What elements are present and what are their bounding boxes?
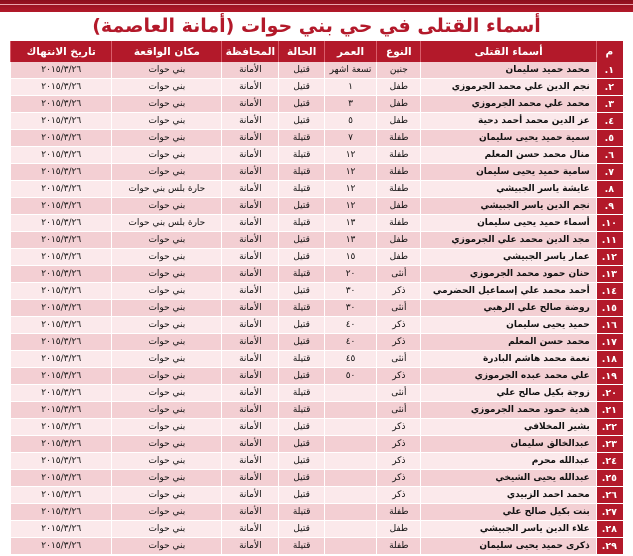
victim-status: قتيل xyxy=(279,521,324,538)
victim-name: محمد حميد سليمان xyxy=(421,62,596,79)
table-row xyxy=(11,130,623,147)
victim-type: أنثى xyxy=(377,402,421,419)
violation-date: ٢٠١٥/٣/٢٦ xyxy=(11,300,112,317)
victim-governorate: الأمانة xyxy=(222,215,279,232)
victim-type: طفلة xyxy=(377,147,421,164)
victim-age xyxy=(324,504,376,521)
victim-type: أنثى xyxy=(377,385,421,402)
victim-name: عبدالله يحيى الشيخي xyxy=(421,470,596,487)
victim-type: ذكر xyxy=(377,453,421,470)
victim-age xyxy=(324,436,376,453)
victim-name: زوجة بكيل صالح علي xyxy=(421,385,596,402)
table-row xyxy=(11,521,623,538)
victim-name: سمية حميد يحيى سليمان xyxy=(421,130,596,147)
violation-date: ٢٠١٥/٣/٢٦ xyxy=(11,79,112,96)
incident-place: بني حوات xyxy=(112,113,222,130)
table-row xyxy=(11,113,623,130)
victim-name: هدية حمود محمد الجرموزي xyxy=(421,402,596,419)
victim-type: طفل xyxy=(377,249,421,266)
victim-governorate: الأمانة xyxy=(222,317,279,334)
incident-place: بني حوات xyxy=(112,334,222,351)
victim-name: نعمة محمد هاشم البادرة xyxy=(421,351,596,368)
victim-type: ذكر xyxy=(377,317,421,334)
row-number: ٢٦. xyxy=(596,487,622,504)
row-number: ٦. xyxy=(596,147,622,164)
victim-governorate: الأمانة xyxy=(222,487,279,504)
victim-status: قتيلة xyxy=(279,215,324,232)
victim-status: قتيل xyxy=(279,198,324,215)
victim-status: قتيل xyxy=(279,62,324,79)
victim-name: أحمد محمد علي إسماعيل الحضرمي xyxy=(421,283,596,300)
table-row xyxy=(11,385,623,402)
violation-date: ٢٠١٥/٣/٢٦ xyxy=(11,96,112,113)
victim-age: ٥ xyxy=(324,113,376,130)
violation-date: ٢٠١٥/٣/٢٦ xyxy=(11,317,112,334)
header-place: مكان الواقعة xyxy=(112,42,222,63)
victim-name: عبدالله محرم xyxy=(421,453,596,470)
victim-governorate: الأمانة xyxy=(222,198,279,215)
victim-name: بنت بكيل صالح علي xyxy=(421,504,596,521)
incident-place: بني حوات xyxy=(112,402,222,419)
incident-place: بني حوات xyxy=(112,96,222,113)
table-row xyxy=(11,96,623,113)
row-number: ٢٥. xyxy=(596,470,622,487)
victim-governorate: الأمانة xyxy=(222,419,279,436)
victim-age: ١٣ xyxy=(324,232,376,249)
victim-age xyxy=(324,470,376,487)
violation-date: ٢٠١٥/٣/٢٦ xyxy=(11,266,112,283)
table-row xyxy=(11,487,623,504)
victim-age: ١٢ xyxy=(324,147,376,164)
row-number: ٧. xyxy=(596,164,622,181)
row-number: ٢٣. xyxy=(596,436,622,453)
victim-governorate: الأمانة xyxy=(222,538,279,555)
row-number: ٣. xyxy=(596,96,622,113)
victim-type: طفلة xyxy=(377,504,421,521)
row-number: ٢٩. xyxy=(596,538,622,555)
table-row xyxy=(11,402,623,419)
victim-age xyxy=(324,538,376,555)
victim-name: روضة صالح علي الرهبي xyxy=(421,300,596,317)
violation-date: ٢٠١٥/٣/٢٦ xyxy=(11,215,112,232)
victim-type: طفل xyxy=(377,521,421,538)
violation-date: ٢٠١٥/٣/٢٦ xyxy=(11,470,112,487)
victim-age xyxy=(324,521,376,538)
victim-governorate: الأمانة xyxy=(222,351,279,368)
victim-status: قتيلة xyxy=(279,385,324,402)
victim-age: ٥٠ xyxy=(324,368,376,385)
incident-place: بني حوات xyxy=(112,419,222,436)
row-number: ٩. xyxy=(596,198,622,215)
victim-name: بشير المخلافي xyxy=(421,419,596,436)
victim-age xyxy=(324,385,376,402)
violation-date: ٢٠١٥/٣/٢٦ xyxy=(11,368,112,385)
table-row xyxy=(11,453,623,470)
victim-name: محمد حسن المعلم xyxy=(421,334,596,351)
victim-type: طفلة xyxy=(377,538,421,555)
victim-age: ٣ xyxy=(324,96,376,113)
victim-type: أنثى xyxy=(377,266,421,283)
table-row xyxy=(11,283,623,300)
incident-place: بني حوات xyxy=(112,453,222,470)
victim-age xyxy=(324,487,376,504)
row-number: ١٣. xyxy=(596,266,622,283)
row-number: ١٤. xyxy=(596,283,622,300)
violation-date: ٢٠١٥/٣/٢٦ xyxy=(11,283,112,300)
row-number: ٢٨. xyxy=(596,521,622,538)
row-number: ١. xyxy=(596,62,622,79)
victim-type: طفلة xyxy=(377,215,421,232)
violation-date: ٢٠١٥/٣/٢٦ xyxy=(11,453,112,470)
row-number: ٢٧. xyxy=(596,504,622,521)
victim-age: ١٢ xyxy=(324,181,376,198)
victim-age xyxy=(324,453,376,470)
row-number: ١٢. xyxy=(596,249,622,266)
victim-type: طفل xyxy=(377,113,421,130)
header-age: العمر xyxy=(324,42,376,63)
victim-governorate: الأمانة xyxy=(222,521,279,538)
violation-date: ٢٠١٥/٣/٢٦ xyxy=(11,164,112,181)
incident-place: بني حوات xyxy=(112,249,222,266)
header-name: أسماء القتلى xyxy=(421,42,596,63)
victim-name: محمد علي محمد الجرموزي xyxy=(421,96,596,113)
victim-status: قتيلة xyxy=(279,538,324,555)
victim-age: ١٢ xyxy=(324,164,376,181)
violation-date: ٢٠١٥/٣/٢٦ xyxy=(11,113,112,130)
victim-type: ذكر xyxy=(377,368,421,385)
victim-name: نجم الدين علي محمد الجرموزي xyxy=(421,79,596,96)
violation-date: ٢٠١٥/٣/٢٦ xyxy=(11,351,112,368)
victim-type: ذكر xyxy=(377,283,421,300)
violation-date: ٢٠١٥/٣/٢٦ xyxy=(11,538,112,555)
victim-type: طفل xyxy=(377,198,421,215)
victim-age xyxy=(324,402,376,419)
victim-governorate: الأمانة xyxy=(222,504,279,521)
incident-place: بني حوات xyxy=(112,147,222,164)
table-row xyxy=(11,62,623,79)
victim-governorate: الأمانة xyxy=(222,470,279,487)
victim-type: ذكر xyxy=(377,334,421,351)
victim-type: ذكر xyxy=(377,436,421,453)
victim-governorate: الأمانة xyxy=(222,232,279,249)
victim-status: قتيلة xyxy=(279,266,324,283)
table-row xyxy=(11,198,623,215)
row-number: ٤. xyxy=(596,113,622,130)
victim-governorate: الأمانة xyxy=(222,113,279,130)
header-gov: المحافظة xyxy=(222,42,279,63)
victim-type: ذكر xyxy=(377,470,421,487)
victim-status: قتيل xyxy=(279,368,324,385)
incident-place: بني حوات xyxy=(112,385,222,402)
victim-age: ٤٠ xyxy=(324,334,376,351)
victim-age: ٤٠ xyxy=(324,317,376,334)
victim-status: قتيل xyxy=(279,334,324,351)
row-number: ٢. xyxy=(596,79,622,96)
victim-type: طفل xyxy=(377,79,421,96)
victim-status: قتيلة xyxy=(279,164,324,181)
victim-status: قتيل xyxy=(279,470,324,487)
victims-sheet xyxy=(10,41,623,556)
victim-governorate: الأمانة xyxy=(222,283,279,300)
table-row xyxy=(11,470,623,487)
table-row xyxy=(11,300,623,317)
violation-date: ٢٠١٥/٣/٢٦ xyxy=(11,419,112,436)
victim-name: حميد يحيى سليمان xyxy=(421,317,596,334)
row-number: ٢٠. xyxy=(596,385,622,402)
victim-name: عز الدين محمد أحمد دحية xyxy=(421,113,596,130)
victim-name: عايشة ياسر الجبيشي xyxy=(421,181,596,198)
violation-date: ٢٠١٥/٣/٢٦ xyxy=(11,504,112,521)
incident-place: حارة بلس بني حوات xyxy=(112,215,222,232)
victim-age: ١٥ xyxy=(324,249,376,266)
victim-type: ذكر xyxy=(377,419,421,436)
table-row xyxy=(11,334,623,351)
row-number: ٢٢. xyxy=(596,419,622,436)
incident-place: بني حوات xyxy=(112,79,222,96)
victim-governorate: الأمانة xyxy=(222,453,279,470)
row-number: ١١. xyxy=(596,232,622,249)
row-number: ٨. xyxy=(596,181,622,198)
victim-governorate: الأمانة xyxy=(222,62,279,79)
table-row xyxy=(11,538,623,555)
incident-place: بني حوات xyxy=(112,351,222,368)
page-title: أسماء القتلى في حي بني حوات (أمانة العاصمة) xyxy=(92,15,541,37)
victim-governorate: الأمانة xyxy=(222,436,279,453)
victim-governorate: الأمانة xyxy=(222,368,279,385)
victim-governorate: الأمانة xyxy=(222,266,279,283)
incident-place: بني حوات xyxy=(112,198,222,215)
table-body xyxy=(11,62,623,555)
victim-age: ٢٠ xyxy=(324,266,376,283)
violation-date: ٢٠١٥/٣/٢٦ xyxy=(11,521,112,538)
victim-age: ٣٠ xyxy=(324,283,376,300)
victim-name: ذكرى حميد يحيى سليمان xyxy=(421,538,596,555)
table-row xyxy=(11,368,623,385)
victim-name: محمد احمد الزبيدي xyxy=(421,487,596,504)
victim-name: مجد الدين محمد علي الجرموزي xyxy=(421,232,596,249)
victim-status: قتيل xyxy=(279,283,324,300)
incident-place: بني حوات xyxy=(112,317,222,334)
victim-age xyxy=(324,419,376,436)
victim-status: قتيل xyxy=(279,453,324,470)
incident-place: بني حوات xyxy=(112,487,222,504)
victim-type: طفلة xyxy=(377,130,421,147)
table-row xyxy=(11,504,623,521)
victim-status: قتيل xyxy=(279,436,324,453)
table-row xyxy=(11,436,623,453)
row-number: ١٧. xyxy=(596,334,622,351)
victim-age: ٣٠ xyxy=(324,300,376,317)
row-number: ٢٤. xyxy=(596,453,622,470)
top-banner xyxy=(0,0,633,12)
violation-date: ٢٠١٥/٣/٢٦ xyxy=(11,436,112,453)
victim-governorate: الأمانة xyxy=(222,164,279,181)
violation-date: ٢٠١٥/٣/٢٦ xyxy=(11,130,112,147)
victim-age: ١ xyxy=(324,79,376,96)
victim-governorate: الأمانة xyxy=(222,96,279,113)
incident-place: حارة بلس بني حوات xyxy=(112,181,222,198)
table-row xyxy=(11,79,623,96)
victim-status: قتيل xyxy=(279,317,324,334)
violation-date: ٢٠١٥/٣/٢٦ xyxy=(11,232,112,249)
violation-date: ٢٠١٥/٣/٢٦ xyxy=(11,402,112,419)
victim-status: قتيل xyxy=(279,79,324,96)
victim-type: طفلة xyxy=(377,181,421,198)
victim-governorate: الأمانة xyxy=(222,249,279,266)
row-number: ١٠. xyxy=(596,215,622,232)
victim-governorate: الأمانة xyxy=(222,300,279,317)
victim-governorate: الأمانة xyxy=(222,181,279,198)
header-date: تاريخ الانتهاك xyxy=(11,42,112,63)
victim-age: ٤٥ xyxy=(324,351,376,368)
victim-age: ١٢ xyxy=(324,198,376,215)
violation-date: ٢٠١٥/٣/٢٦ xyxy=(11,249,112,266)
victim-type: طفلة xyxy=(377,164,421,181)
violation-date: ٢٠١٥/٣/٢٦ xyxy=(11,487,112,504)
victim-type: طفل xyxy=(377,96,421,113)
table-row xyxy=(11,164,623,181)
incident-place: بني حوات xyxy=(112,283,222,300)
victim-status: قتيل xyxy=(279,487,324,504)
victim-governorate: الأمانة xyxy=(222,402,279,419)
table-row xyxy=(11,266,623,283)
victim-status: قتيلة xyxy=(279,402,324,419)
victim-status: قتيل xyxy=(279,419,324,436)
incident-place: بني حوات xyxy=(112,504,222,521)
row-number: ٢١. xyxy=(596,402,622,419)
incident-place: بني حوات xyxy=(112,62,222,79)
incident-place: بني حوات xyxy=(112,232,222,249)
victim-status: قتيل xyxy=(279,96,324,113)
table-header-row xyxy=(11,42,623,63)
row-number: ١٥. xyxy=(596,300,622,317)
victim-status: قتيلة xyxy=(279,147,324,164)
victim-status: قتيلة xyxy=(279,351,324,368)
victim-type: جنين xyxy=(377,62,421,79)
incident-place: بني حوات xyxy=(112,164,222,181)
violation-date: ٢٠١٥/٣/٢٦ xyxy=(11,334,112,351)
row-number: ١٨. xyxy=(596,351,622,368)
header-type: النوع xyxy=(377,42,421,63)
banner-stripe xyxy=(0,4,633,5)
victim-name: سامية حميد يحيى سليمان xyxy=(421,164,596,181)
victim-name: علي محمد عبده الجرموزي xyxy=(421,368,596,385)
incident-place: بني حوات xyxy=(112,470,222,487)
violation-date: ٢٠١٥/٣/٢٦ xyxy=(11,198,112,215)
victim-name: أسماء حميد يحيى سليمان xyxy=(421,215,596,232)
victim-name: علاء الدين ياسر الجبيشي xyxy=(421,521,596,538)
table-row xyxy=(11,351,623,368)
victim-age: ١٣ xyxy=(324,215,376,232)
row-number: ١٦. xyxy=(596,317,622,334)
victim-type: أنثى xyxy=(377,351,421,368)
table-row xyxy=(11,249,623,266)
header-status: الحالة xyxy=(279,42,324,63)
incident-place: بني حوات xyxy=(112,300,222,317)
violation-date: ٢٠١٥/٣/٢٦ xyxy=(11,62,112,79)
row-number: ٥. xyxy=(596,130,622,147)
table-row xyxy=(11,215,623,232)
row-number: ١٩. xyxy=(596,368,622,385)
victim-type: طفل xyxy=(377,232,421,249)
header-num: م xyxy=(596,42,622,63)
incident-place: بني حوات xyxy=(112,266,222,283)
victim-type: أنثى xyxy=(377,300,421,317)
victims-table xyxy=(10,41,623,555)
victim-status: قتيلة xyxy=(279,181,324,198)
victim-status: قتيل xyxy=(279,249,324,266)
incident-place: بني حوات xyxy=(112,130,222,147)
victim-age: ٧ xyxy=(324,130,376,147)
table-row xyxy=(11,181,623,198)
victim-governorate: الأمانة xyxy=(222,79,279,96)
victim-name: حنان حمود محمد الجرموزي xyxy=(421,266,596,283)
table-row xyxy=(11,317,623,334)
victim-name: عمار ياسر الجبيشي xyxy=(421,249,596,266)
victim-name: منال محمد حسن المعلم xyxy=(421,147,596,164)
victim-governorate: الأمانة xyxy=(222,334,279,351)
victim-name: عبدالخالق سليمان xyxy=(421,436,596,453)
incident-place: بني حوات xyxy=(112,436,222,453)
victim-governorate: الأمانة xyxy=(222,385,279,402)
victim-name: نجم الدين ياسر الجبيشي xyxy=(421,198,596,215)
violation-date: ٢٠١٥/٣/٢٦ xyxy=(11,181,112,198)
victim-status: قتيلة xyxy=(279,300,324,317)
table-row xyxy=(11,147,623,164)
victim-governorate: الأمانة xyxy=(222,147,279,164)
victim-status: قتيل xyxy=(279,113,324,130)
violation-date: ٢٠١٥/٣/٢٦ xyxy=(11,147,112,164)
victim-governorate: الأمانة xyxy=(222,130,279,147)
table-row xyxy=(11,419,623,436)
incident-place: بني حوات xyxy=(112,368,222,385)
incident-place: بني حوات xyxy=(112,538,222,555)
victim-status: قتيلة xyxy=(279,130,324,147)
victim-type: ذكر xyxy=(377,487,421,504)
incident-place: بني حوات xyxy=(112,521,222,538)
victim-status: قتيلة xyxy=(279,504,324,521)
victim-status: قتيل xyxy=(279,232,324,249)
table-row xyxy=(11,232,623,249)
violation-date: ٢٠١٥/٣/٢٦ xyxy=(11,385,112,402)
victim-age: تسعة اشهر xyxy=(324,62,376,79)
